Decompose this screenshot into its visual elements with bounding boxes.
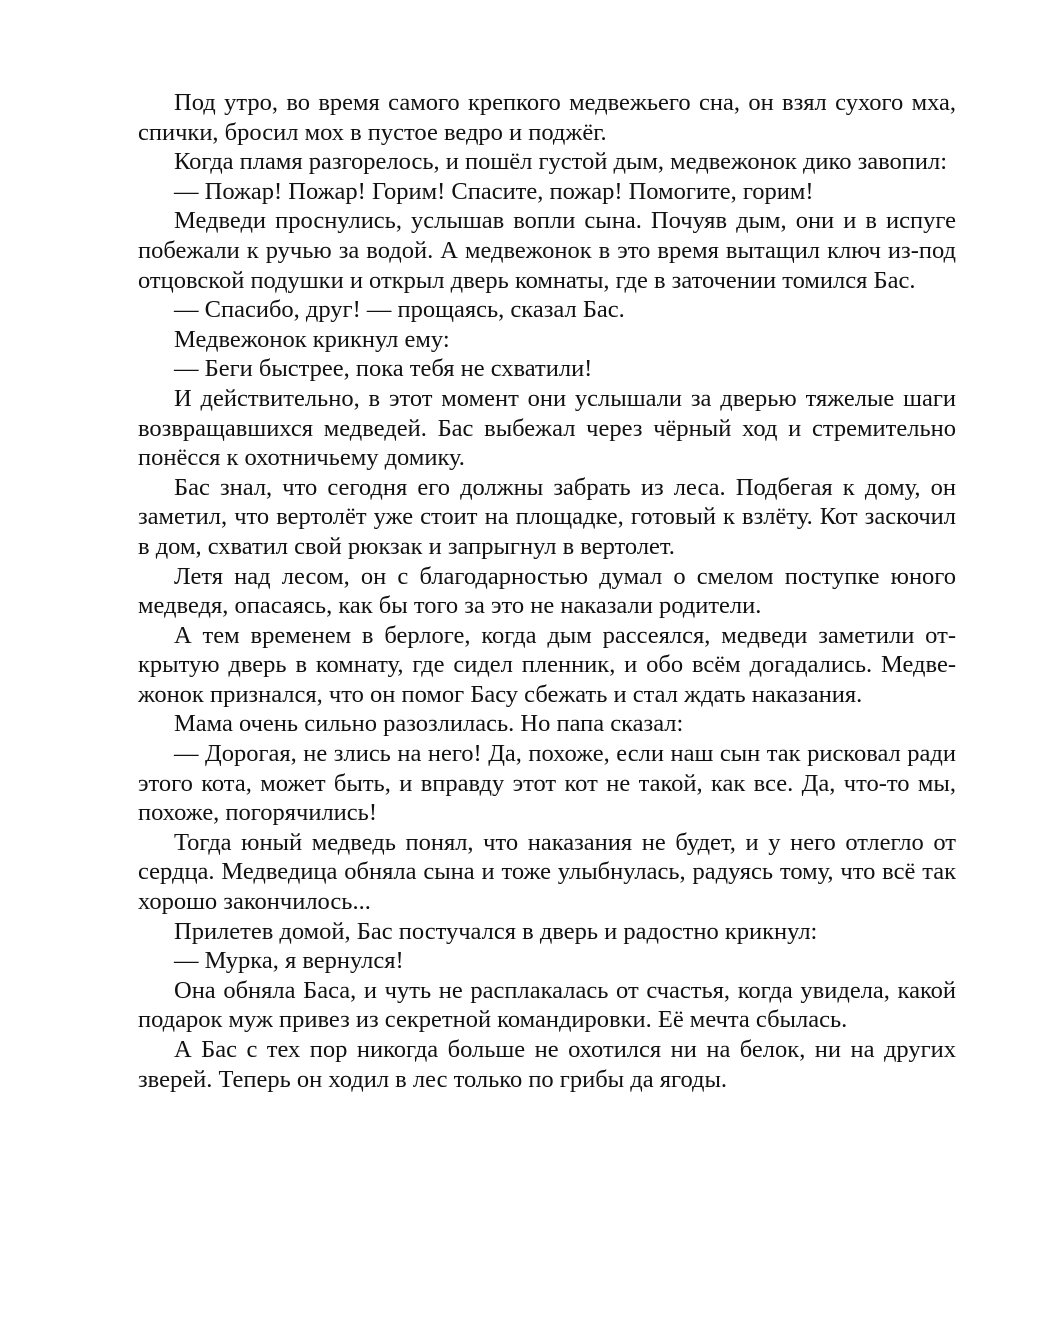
- paragraph: Она обняла Баса, и чуть не расплакалась от счастья, когда увидела, какой подарок муж привез из секретной командировки. Её мечта сбылась.: [138, 976, 956, 1034]
- paragraph: А тем временем в берлоге, когда дым рассеялся, медведи заметили открытую дверь в комнату, где сидел пленник, и обо всём догадались. Медвежонок признался, что он помог Басу сбежать и стал ждать наказания.: [138, 621, 956, 708]
- dialogue-line: — Мурка, я вернулся!: [174, 947, 404, 975]
- paragraph: Медвежонок крикнул ему:: [174, 325, 450, 353]
- paragraph: Тогда юный медведь понял, что наказания не будет, и у него отлегло от сердца. Медведица обняла сына и тоже улыбнулась, радуясь тому, что всё так хорошо закончилось...: [138, 828, 956, 916]
- paragraph: Когда пламя разгорелось, и пошёл густой дым, медвежонок дико завопил:: [174, 148, 948, 176]
- paragraph: А Бас с тех пор никогда больше не охотился ни на белок, ни на других зверей. Теперь он ходил в лес только по грибы да ягоды.: [138, 1036, 956, 1093]
- dialogue-line: — Беги быстрее, пока тебя не схватили!: [174, 355, 593, 383]
- paragraph: Под утро, во время самого крепкого медвежьего сна, он взял сухого мха, спички, бросил мох в пустое ведро и поджёг.: [138, 89, 956, 146]
- paragraph: И действительно, в этот момент они услышали за дверью тяжелые шаги возвращавшихся медведей. Бас выбежал через чёрный ход и стремительно понёсся к охотничьему домику.: [138, 384, 956, 472]
- dialogue-line: — Спасибо, друг! — прощаясь, сказал Бас.: [174, 296, 625, 324]
- paragraph: Прилетев домой, Бас постучался в дверь и радостно крикнул:: [174, 917, 818, 945]
- paragraph: Мама очень сильно разозлилась. Но папа сказал:: [174, 710, 684, 738]
- dialogue-line: — Дорогая, не злись на него! Да, похоже, если наш сын так рисковал ради этого кота, может быть, и вправду этот кот не такой, как все. Да, что-то мы, похоже, погорячились!: [138, 740, 956, 827]
- dialogue-line: — Пожар! Пожар! Горим! Спасите, пожар! Помогите, горим!: [174, 177, 814, 205]
- story-text: [138, 88, 956, 1094]
- paragraph: Бас знал, что сегодня его должны забрать из леса. Подбегая к дому, он заметил, что вертолёт уже стоит на площадке, готовый к взлёту. Кот заскочил в дом, схватил свой рюкзак и запрыгнул в вертолет.: [138, 473, 956, 560]
- paragraph: Летя над лесом, он с благодарностью думал о смелом поступке юного медведя, опасаясь, как бы того за это не наказали родители.: [138, 562, 956, 620]
- paragraph: Медведи проснулись, услышав вопли сына. Почуяв дым, они и в испуге побежали к ручью за водой. А медвежонок в это время вытащил ключ из-под отцовской подушки и открыл дверь комнаты, где в заточении томился Бас.: [138, 207, 956, 294]
